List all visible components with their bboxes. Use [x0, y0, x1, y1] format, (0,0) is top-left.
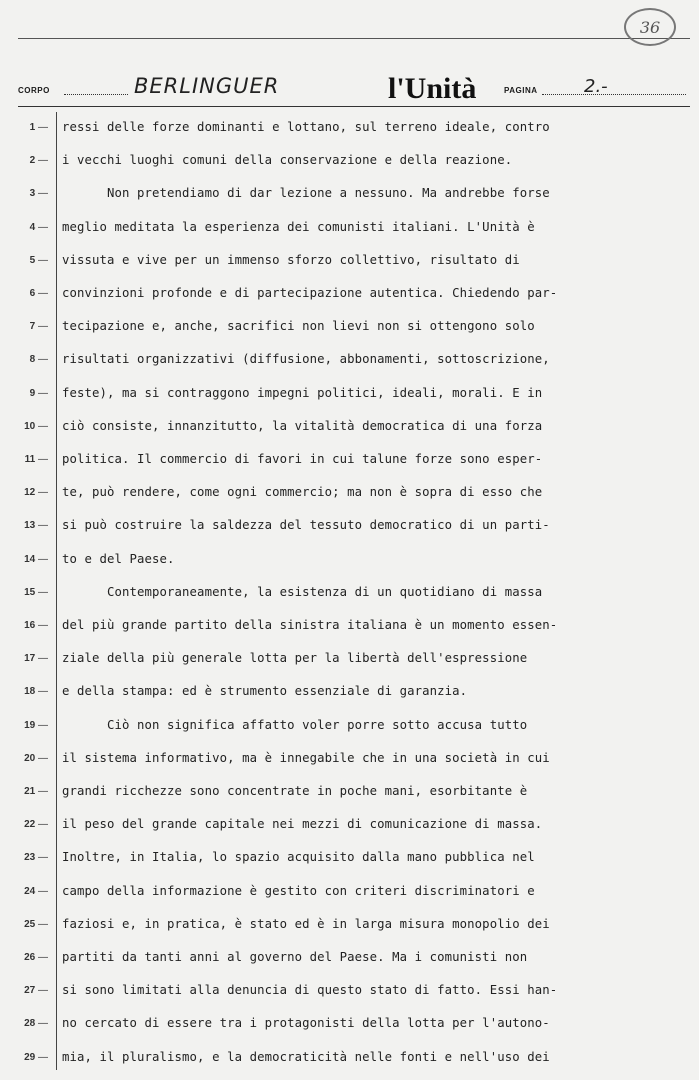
author-handwritten: BERLINGUER — [134, 74, 280, 98]
typed-line: ciò consiste, innanzitutto, la vitalità democratica di una forza — [62, 419, 543, 433]
line-number: 9 — — [6, 388, 48, 399]
line-number: 7 — — [6, 321, 48, 332]
typed-line: il sistema informativo, ma è innegabile che in una società in cui — [62, 751, 550, 765]
line-number: 6 — — [6, 288, 48, 299]
line-number: 10 — — [6, 421, 48, 432]
line-number: 27 — — [6, 985, 48, 996]
line-number: 24 — — [6, 886, 48, 897]
typed-line: e della stampa: ed è strumento essenziale di garanzia. — [62, 684, 468, 698]
line-number: 13 — — [6, 520, 48, 531]
typed-line: risultati organizzativi (diffusione, abbonamenti, sottoscrizione, — [62, 352, 550, 366]
line-number: 11 — — [6, 454, 48, 465]
typed-line: campo della informazione è gestito con criteri discriminatori e — [62, 884, 535, 898]
corpo-label: CORPO — [18, 86, 50, 95]
typed-line: si può costruire la saldezza del tessuto democratico di un parti- — [62, 518, 550, 532]
typed-line: no cercato di essere tra i protagonisti della lotta per l'autono- — [62, 1016, 550, 1030]
typed-line: mia, il pluralismo, e la democraticità nelle fonti e nell'uso dei — [62, 1050, 550, 1064]
typed-line: convinzioni profonde e di partecipazione autentica. Chiedendo par- — [62, 286, 558, 300]
line-number: 16 — — [6, 620, 48, 631]
line-number: 23 — — [6, 852, 48, 863]
line-number: 12 — — [6, 487, 48, 498]
typed-line: i vecchi luoghi comuni della conservazione e della reazione. — [62, 153, 513, 167]
left-margin-line — [56, 112, 57, 1070]
typed-line: tecipazione e, anche, sacrifici non lievi non si ottengono solo — [62, 319, 535, 333]
typed-line: ressi delle forze dominanti e lottano, sul terreno ideale, contro — [62, 120, 550, 134]
line-number: 21 — — [6, 786, 48, 797]
line-number: 20 — — [6, 753, 48, 764]
typed-line: politica. Il commercio di favori in cui talune forze sono esper- — [62, 452, 543, 466]
corpo-dotted-line — [64, 94, 128, 95]
line-number: 4 — — [6, 222, 48, 233]
line-number: 15 — — [6, 587, 48, 598]
typed-line: Contemporaneamente, la esistenza di un quotidiano di massa — [62, 585, 543, 599]
line-number: 5 — — [6, 255, 48, 266]
newspaper-logo: l'Unità — [388, 72, 477, 105]
page-stamp-number: 36 — [639, 17, 661, 37]
pagina-label: PAGINA — [504, 86, 538, 95]
line-number: 22 — — [6, 819, 48, 830]
line-number: 3 — — [6, 188, 48, 199]
typed-line: grandi ricchezze sono concentrate in poche mani, esorbitante è — [62, 784, 528, 798]
line-number: 17 — — [6, 653, 48, 664]
line-number: 1 — — [6, 122, 48, 133]
page-stamp — [624, 8, 676, 46]
pagina-number: 2.- — [584, 76, 608, 97]
typed-line: to e del Paese. — [62, 552, 175, 566]
typed-line: te, può rendere, come ogni commercio; ma non è sopra di esso che — [62, 485, 543, 499]
typed-line: partiti da tanti anni al governo del Paese. Ma i comunisti non — [62, 950, 528, 964]
line-number: 8 — — [6, 354, 48, 365]
header-rule — [18, 106, 690, 107]
typed-line: si sono limitati alla denuncia di questo stato di fatto. Essi han- — [62, 983, 558, 997]
line-number: 19 — — [6, 720, 48, 731]
typed-line: del più grande partito della sinistra italiana è un momento essen- — [62, 618, 558, 632]
line-number: 18 — — [6, 686, 48, 697]
line-number: 28 — — [6, 1018, 48, 1029]
typed-line: ziale della più generale lotta per la libertà dell'espressione — [62, 651, 528, 665]
typed-line: il peso del grande capitale nei mezzi di comunicazione di massa. — [62, 817, 543, 831]
typed-line: feste), ma si contraggono impegni politici, ideali, morali. E in — [62, 386, 543, 400]
top-rule — [18, 38, 690, 39]
line-number: 29 — — [6, 1052, 48, 1063]
typed-line: faziosi e, in pratica, è stato ed è in larga misura monopolio dei — [62, 917, 550, 931]
line-number: 26 — — [6, 952, 48, 963]
typed-line: meglio meditata la esperienza dei comunisti italiani. L'Unità è — [62, 220, 535, 234]
typed-line: Inoltre, in Italia, lo spazio acquisito dalla mano pubblica nel — [62, 850, 535, 864]
line-number: 2 — — [6, 155, 48, 166]
pagina-dotted-line — [542, 94, 686, 95]
line-number: 14 — — [6, 554, 48, 565]
typed-line: vissuta e vive per un immenso sforzo collettivo, risultato di — [62, 253, 520, 267]
form-header — [18, 72, 690, 104]
line-number: 25 — — [6, 919, 48, 930]
typed-line: Non pretendiamo di dar lezione a nessuno. Ma andrebbe forse — [62, 186, 550, 200]
typed-line: Ciò non significa affatto voler porre sotto accusa tutto — [62, 718, 528, 732]
